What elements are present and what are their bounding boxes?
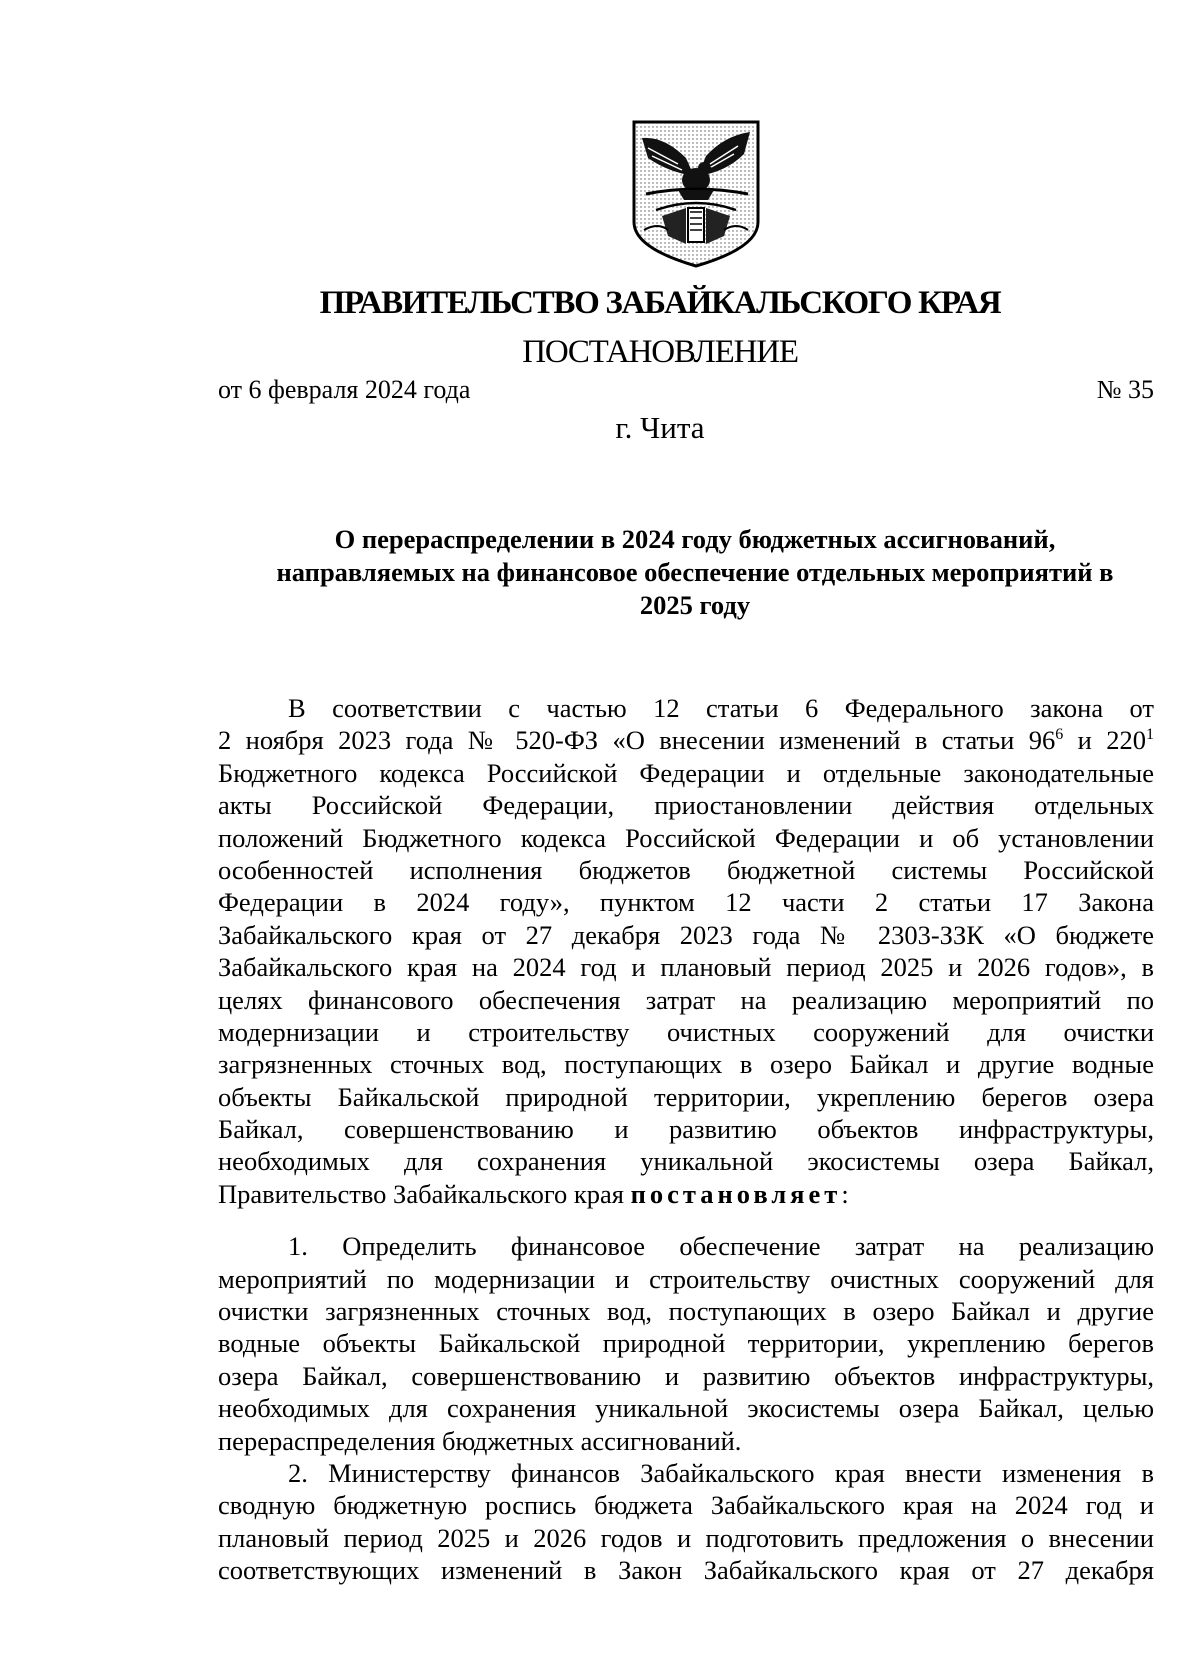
title-line: 2025 году [639,590,751,620]
text-line: необходимых для сохранения уникальной экосистемы озера Байкал, целью [218,1393,1154,1424]
text-line: сводную бюджетную роспись бюджета Забайкальского края на 2024 год и [218,1490,1154,1521]
text-line: Забайкальского края от 27 декабря 2023 года № 2303-ЗЗК «О бюджете [218,919,1154,950]
text-line: необходимых для сохранения уникальной экосистемы озера Байкал, [218,1146,1154,1177]
text-line: модернизации и строительству очистных сооружений для очистки [218,1016,1154,1047]
text-line: мероприятий по модернизации и строительству очистных сооружений для [218,1263,1154,1294]
organization-name: ПРАВИТЕЛЬСТВО ЗАБАЙКАЛЬСКОГО КРАЯ [319,285,1001,321]
text-line: особенностей исполнения бюджетов бюджетной системы Российской [218,854,1154,885]
text-line: плановый период 2025 и 2026 годов и подготовить предложения о внесении [218,1522,1154,1553]
text-line: В соответствии с частью 12 статьи 6 Федерального закона от [288,693,1154,723]
text-line: Бюджетного кодекса Российской Федерации и отдельные законодательные [218,757,1154,788]
text-line: положений Бюджетного кодекса Российской Федерации и об установлении [218,822,1154,853]
text-line: перераспределения бюджетных ассигнований. [218,1425,742,1456]
superscript: 6 [1055,726,1064,744]
superscript: 1 [1146,726,1154,744]
preamble-paragraph [218,692,1154,1210]
text-line [218,1178,1154,1210]
document-city: г. Чита [615,410,705,445]
text-line: Федерации в 2024 году», пунктом 12 части 2 статьи 17 Закона [218,887,1154,918]
text-line: целях финансового обеспечения затрат на реализацию мероприятий по [218,984,1154,1015]
text-line: загрязненных сточных вод, поступающих в озеро Байкал и другие водные [218,1049,1154,1080]
item-1-paragraph [218,1230,1154,1457]
text-line: 1. Определить финансовое обеспечение затрат на реализацию [288,1231,1154,1262]
text-line: водные объекты Байкальской природной территории, укреплению берегов [218,1328,1154,1359]
text-line: Байкал, совершенствованию и развитию объектов инфраструктуры, [218,1114,1154,1145]
resolution-word: постановляет [630,1178,842,1209]
text-line: акты Российской Федерации, приостановлении действия отдельных [218,790,1154,821]
text-fragment: : [841,1178,849,1209]
coat-of-arms-icon [628,118,764,270]
item-2-paragraph [218,1457,1154,1587]
text-fragment: 2 ноября 2023 года № 520-ФЗ «О внесении изменений в статьи 96 [218,725,1056,756]
document-type: ПОСТАНОВЛЕНИЕ [522,334,798,370]
text-line: очистки загрязненных сточных вод, поступающих в озеро Байкал и другие [218,1296,1154,1327]
text-line: 2. Министерству финансов Забайкальского края внести изменения в [288,1457,1154,1488]
text-line: Забайкальского края на 2024 год и плановый период 2025 и 2026 годов», в [218,952,1154,983]
title-line: направляемых на финансовое обеспечение отдельных мероприятий в [276,557,1114,587]
date-number-line [218,373,1154,407]
document-number: № 35 [1096,375,1154,404]
text-fragment: Правительство Забайкальского края [218,1178,631,1209]
document-date: от 6 февраля 2024 года [218,375,471,404]
document-title [230,523,1160,622]
text-line: озера Байкал, совершенствованию и развитию объектов инфраструктуры, [218,1360,1154,1391]
title-line: О перераспределении в 2024 году бюджетных ассигнований, [334,524,1056,554]
text-line [218,724,1154,756]
document-body [218,692,1154,1587]
text-fragment: и 220 [1063,725,1146,756]
text-line: объекты Байкальской природной территории, укреплению берегов озера [218,1081,1154,1112]
text-line: соответствующих изменений в Закон Забайкальского края от 27 декабря [218,1555,1154,1586]
